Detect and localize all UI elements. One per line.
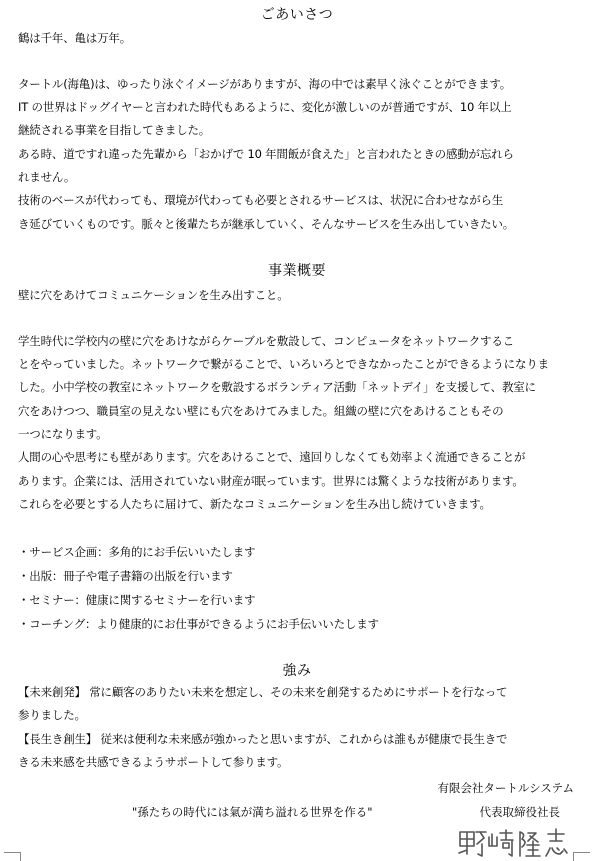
business-title: 事業概要: [268, 263, 326, 279]
business-line: した。小中学校の教室にネットワークを敷設するボランティア活動「ネットデイ」を支援して、教室に: [18, 380, 536, 394]
business-line: 壁に穴をあけてコミュニケーションを生み出すこと。: [18, 288, 289, 302]
slogan: "孫たちの時代には氣が満ち溢れる世界を作る": [132, 805, 373, 819]
greeting-line: れません。: [18, 170, 76, 184]
strength-line: 【未来創発】 常に顧客のありたい未来を想定し、その未来を創発するためにサポートを行なって: [18, 685, 508, 699]
business-line: 穴をあけつつ、職員室の見えない壁にも穴をあけてみました。組織の壁に穴をあけることもその: [18, 404, 504, 418]
service-item: ・コーチング：より健康的にお仕事ができるようにお手伝いいたします: [18, 617, 379, 631]
business-line: とをやっていました。ネットワークで繋がることで、いろいろとできなかったことができるようになりま: [18, 357, 549, 371]
service-item: ・出版：冊子や電子書籍の出版を行います: [18, 569, 233, 583]
greeting-line: 技術のベースが代わっても、環境が代わっても必要とされるサービスは、状況に合わせながら生: [18, 193, 504, 207]
strength-line: 【長生き創生】 従来は便利な未来感が強かったと思いますが、これからは誰もが健康で長生きで: [18, 732, 508, 746]
service-item: ・サービス企画：多角的にお手伝いいたします: [18, 545, 256, 559]
business-line: あります。企業には、活用されていない財産が眠っています。世界には驚くような技術があります。: [18, 474, 524, 488]
greeting-line: 継続される事業を目指してきました。: [18, 123, 211, 137]
business-line: 一つになります。: [18, 427, 108, 441]
greeting-line: ある時、道ですれ違った先輩から「おかげで 10 年間飯が食えた」と言われたときの感動が忘れら: [18, 147, 514, 161]
service-item: ・セミナー：健康に関するセミナーを行います: [18, 593, 256, 607]
business-line: これらを必要とする人たちに届けて、新たなコミュニケーションを生み出し続けていきます。: [18, 497, 491, 511]
strength-line: 参りました。: [18, 708, 86, 722]
representative-title: 代表取締役社長: [479, 805, 560, 819]
crop-mark-right: [573, 852, 590, 861]
business-line: 学生時代に学校内の壁に穴をあけながらケーブルを敷設して、コンピュータをネットワークするこ: [18, 334, 514, 348]
greeting-title: ごあいさつ: [260, 7, 334, 23]
strengths-title: 強み: [282, 663, 312, 679]
greeting-line: 鶴は千年、亀は万年。: [18, 31, 131, 45]
greeting-line: IT の世界はドッグイヤーと言われた時代もあるように、変化が激しいのが普通ですが、10 年以上: [18, 100, 512, 114]
greeting-line: き延びていくものです。脈々と後輩たちが継承していく、そんなサービスを生み出していきたい。: [18, 217, 515, 231]
company-name: 有限会社タートルシステム: [437, 781, 574, 795]
handwritten-signature: [456, 826, 576, 860]
greeting-line: タートル(海亀)は、ゆったり泳ぐイメージがありますが、海の中では素早く泳ぐことができます。: [18, 77, 512, 91]
crop-mark-left: [4, 852, 21, 861]
business-line: 人間の心や思考にも壁があります。穴をあけることで、遠回りしなくても効率よく流通できることが: [18, 450, 526, 464]
strength-line: きる未来感を共感できるようサポートして参ります。: [18, 755, 289, 769]
